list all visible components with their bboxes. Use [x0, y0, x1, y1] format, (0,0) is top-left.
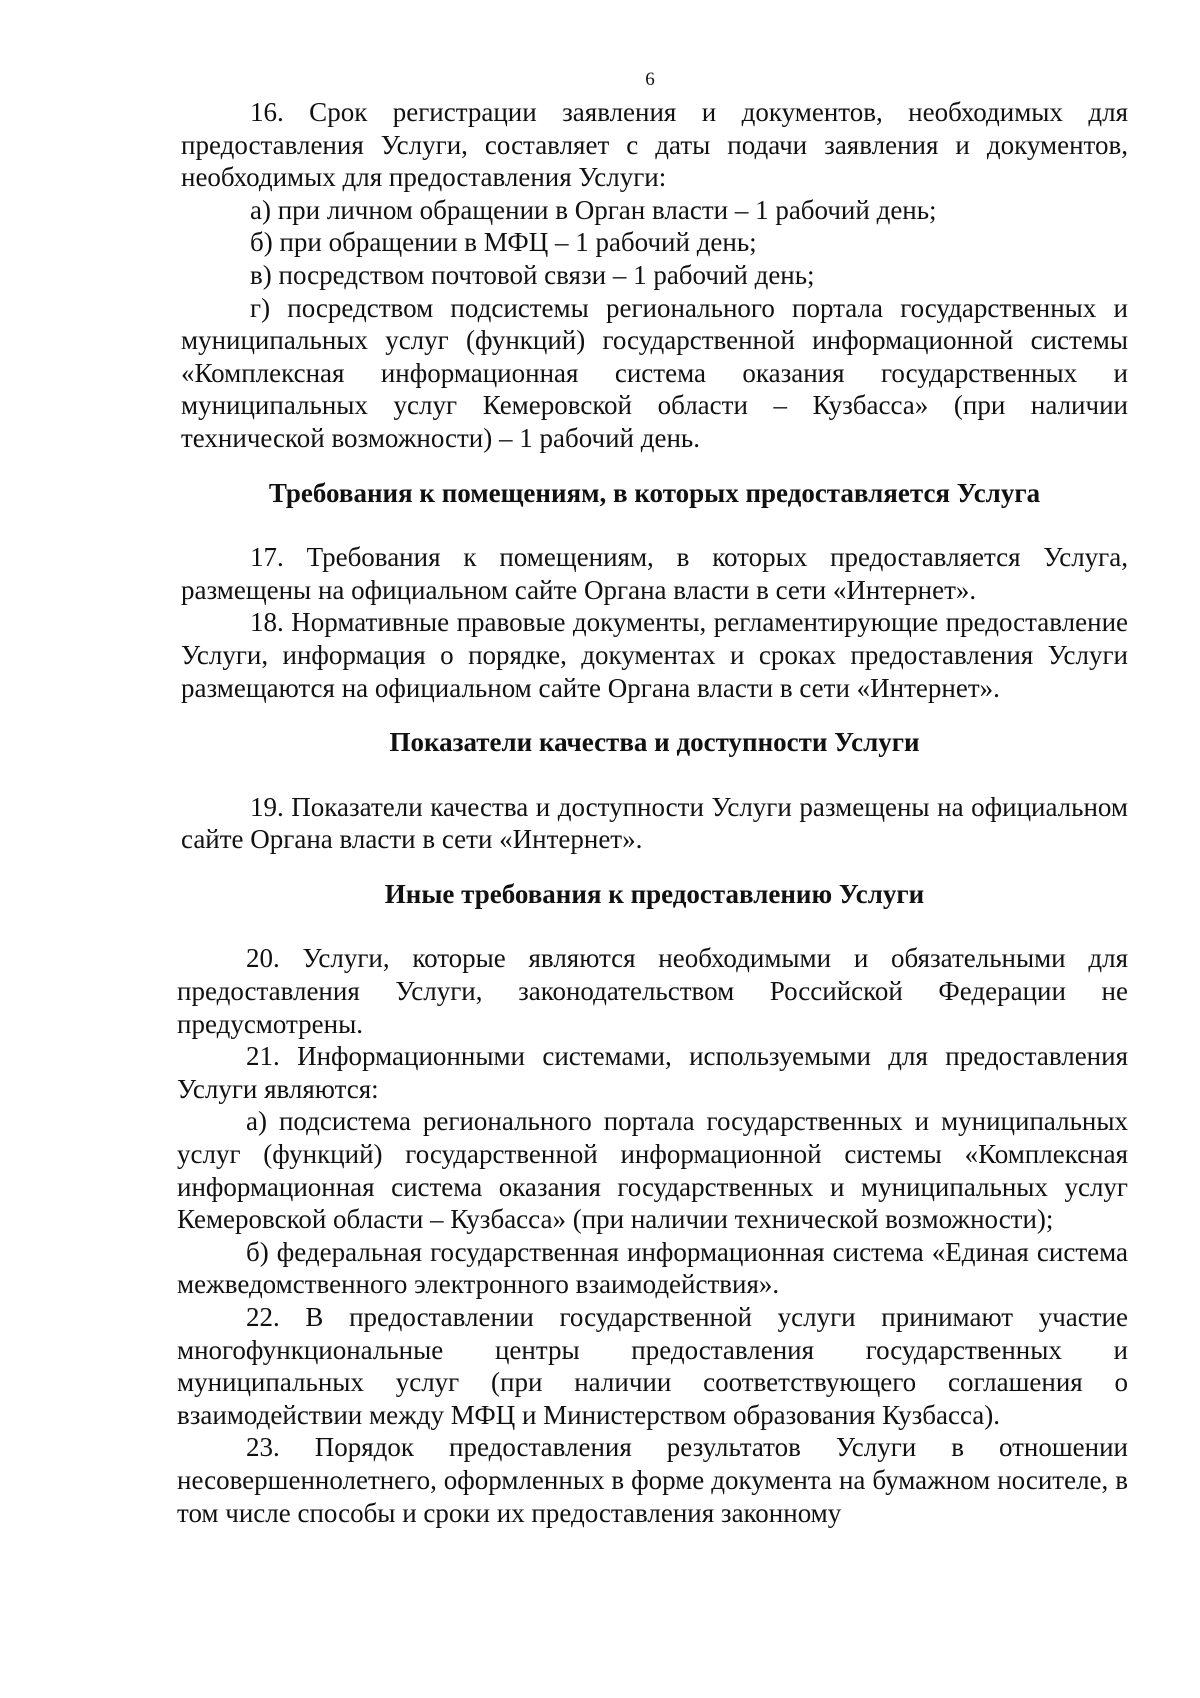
spacer [181, 509, 1128, 541]
spacer [181, 455, 1128, 477]
paragraph-22: 22. В предоставлении государственной услуги принимают участие многофункциональные центры предоставления государственных и муниципальных услуг (при наличии соответствующего соглашения о взаимодействии между МФЦ и Министерством образования Кузбасса). [177, 1302, 1128, 1430]
paragraph-18: 18. Нормативные правовые документы, регламентирующие предоставление Услуги, информация о порядке, документах и сроках предоставления Услуги размещаются на официальном сайте Органа власти в сети «Интернет». [181, 607, 1128, 703]
page-number: 6 [645, 69, 655, 90]
paragraph-16-c: в) посредством почтовой связи – 1 рабочий день; [250, 259, 815, 290]
document-body [177, 96, 1128, 1529]
paragraph-21: 21. Информационными системами, используемыми для предоставления Услуги являются: [177, 1041, 1128, 1104]
heading-quality: Показатели качества и доступности Услуги [389, 727, 920, 758]
paragraph-16: 16. Срок регистрации заявления и документов, необходимых для предоставления Услуги, составляет с даты подачи заявления и документов, необходимых для предоставления Услуги: [181, 97, 1128, 193]
paragraph-16-a: а) при личном обращении в Орган власти – 1 рабочий день; [250, 194, 937, 225]
spacer [181, 759, 1128, 791]
paragraph-17: 17. Требования к помещениям, в которых предоставляется Услуга, размещены на официальном сайте Органа власти в сети «Интернет». [181, 542, 1128, 605]
spacer [181, 704, 1128, 726]
paragraph-23: 23. Порядок предоставления результатов Услуги в отношении несовершеннолетнего, оформленных в форме документа на бумажном носителе, в том числе способы и сроки их предоставления законному [177, 1432, 1128, 1528]
paragraph-16-b: б) при обращении в МФЦ – 1 рабочий день; [250, 227, 757, 258]
spacer [181, 910, 1128, 942]
paragraph-16-d: г) посредством подсистемы регионального портала государственных и муниципальных услуг (функций) государственной информационной системы «Комплексная информационная система оказания государственных и муниципальных услуг Кемеровской области – Кузбасса» (при наличии технической возможности) – 1 рабочий день. [181, 292, 1128, 453]
paragraph-21-b: б) федеральная государственная информационная система «Единая система межведомственного электронного взаимодействия». [177, 1236, 1128, 1300]
heading-other-requirements: Иные требования к предоставлению Услуги [384, 878, 925, 909]
paragraph-19: 19. Показатели качества и доступности Услуги размещены на официальном сайте Органа власти в сети «Интернет». [181, 791, 1128, 855]
paragraph-21-a: а) подсистема регионального портала государственных и муниципальных услуг (функций) государственной информационной системы «Комплексная информационная система оказания государственных и муниципальных услуг Кемеровской области – Кузбасса» (при наличии технической возможности); [177, 1106, 1128, 1235]
paragraph-20: 20. Услуги, которые являются необходимыми и обязательными для предоставления Услуги, законодательством Российской Федерации не предусмотрены. [177, 943, 1128, 1039]
heading-premises: Требования к помещениям, в которых предоставляется Услуга [268, 477, 1041, 508]
spacer [181, 856, 1128, 878]
